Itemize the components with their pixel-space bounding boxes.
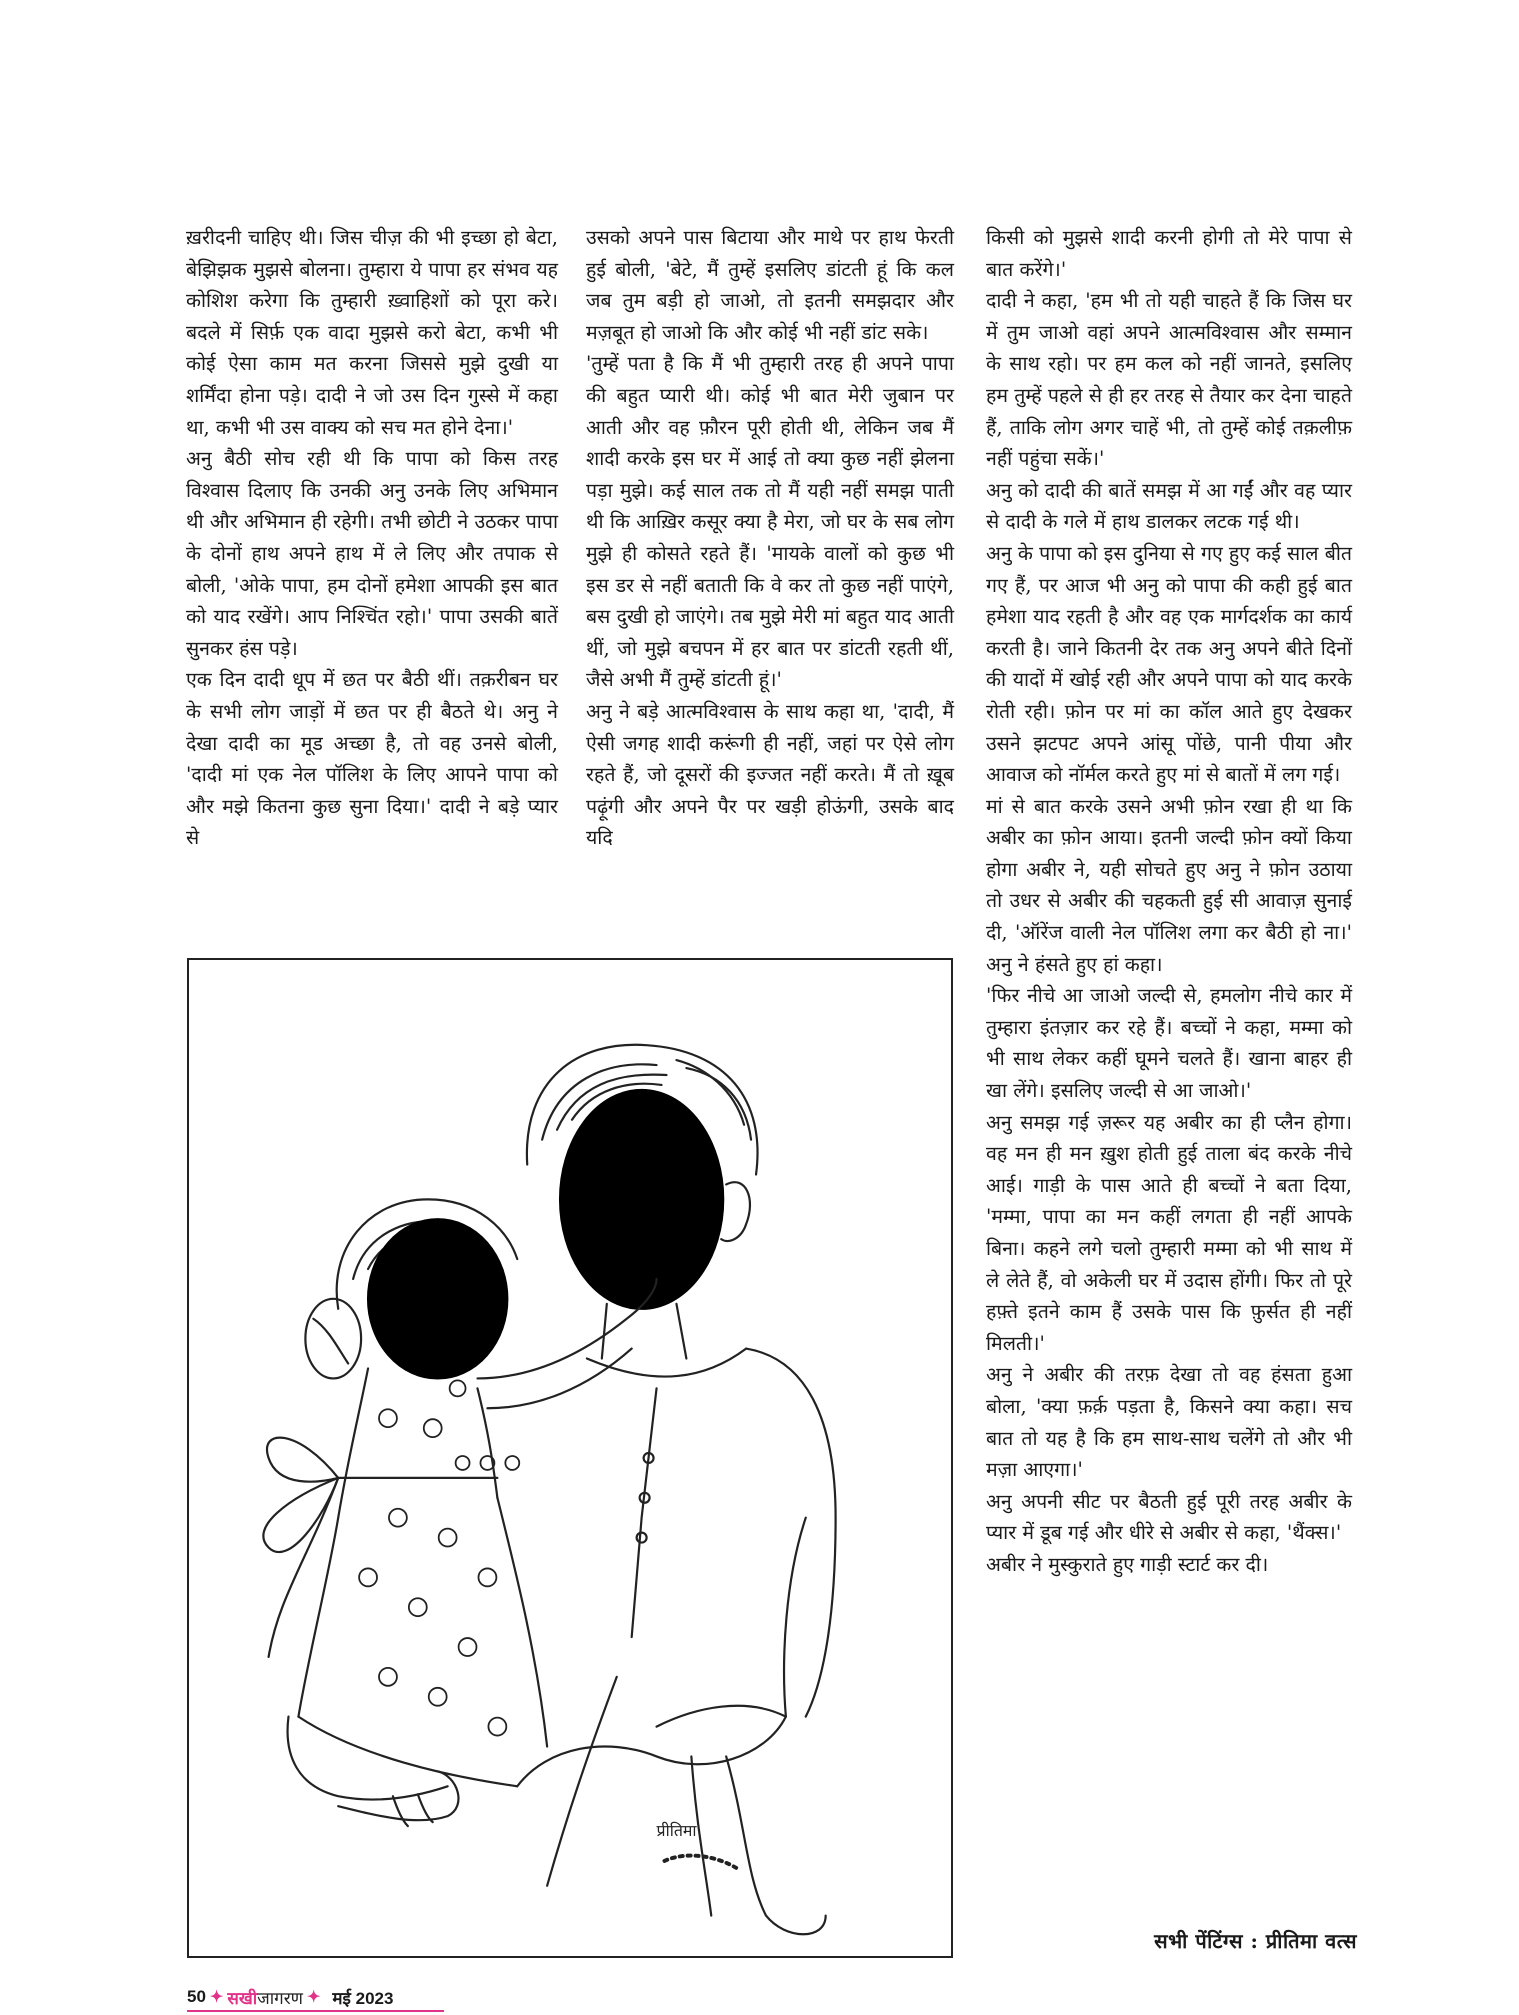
illustration-credit: सभी पेंटिंग्स : प्रीतिमा वत्स <box>1154 1929 1357 1953</box>
paragraph: दादी ने कहा, 'हम भी तो यही चाहते हैं कि जिस घर में तुम जाओ वहां अपने आत्मविश्वास और सम्मान के साथ रहो। पर हम कल को नहीं जानते, इसलिए हम तुम्हें पहले से ही हर तरह से तैयार कर देना चाहते हैं, ताकि लोग अगर चाहें भी, तो तुम्हें कोई तक़लीफ़ नहीं पहुंचा सकें।' <box>986 289 1352 471</box>
father-face <box>560 1090 723 1309</box>
paragraph: अनु अपनी सीट पर बैठती हुई पूरी तरह अबीर के प्यार में डूब गई और धीरे से अबीर से कहा, 'थैंक्स।' <box>986 1489 1352 1545</box>
paragraph: अनु ने अबीर की तरफ़ देखा तो वह हंसता हुआ बोला, 'क्या फ़र्क़ पड़ता है, किसने क्या कहा। सच बात तो यह है कि हम साथ-साथ चलेंगे तो और भी मज़ा आएगा।' <box>986 1363 1352 1482</box>
text-column-2 <box>586 222 954 854</box>
footer-rule <box>187 2010 444 2012</box>
paragraph: अनु के पापा को इस दुनिया से गए हुए कई साल बीत गए हैं, पर आज भी अनु को पापा की कही हुई बात हमेशा याद रहती है और वह एक मार्गदर्शक का कार्य करती है। जाने कितनी देर तक अनु अपने बीते दिनों की यादों में खोई रही और अपने पापा को याद करके रोती रही। फ़ोन पर मां का कॉल आते हुए देखकर उसने झटपट अपने आंसू पोंछे, पानी पीया और आवाज को नॉर्मल करते हुए मां से बातों में लग गई। <box>986 541 1352 787</box>
paragraph: उसको अपने पास बिटाया और माथे पर हाथ फेरती हुई बोली, 'बेटे, मैं तुम्हें इसलिए डांटती हूं कि कल जब तुम बड़ी हो जाओ, तो इतनी समझदार और मज़बूत हो जाओ कि और कोई भी नहीं डांट सके। <box>586 226 954 344</box>
issue-date: मई 2023 <box>332 1988 394 2008</box>
father-daughter-illustration <box>189 960 951 1956</box>
magazine-name <box>227 1986 303 2009</box>
magazine-name-prefix: सखी <box>227 1988 258 2009</box>
star-icon: ✦ <box>306 1989 321 2006</box>
text-column-1 <box>186 222 558 854</box>
paragraph: अबीर ने मुस्कुराते हुए गाड़ी स्टार्ट कर दी। <box>986 1552 1269 1576</box>
girl-face <box>368 1219 507 1378</box>
paragraph: 'फिर नीचे आ जाओ जल्दी से, हमलोग नीचे कार में तुम्हारा इंतज़ार कर रहे हैं। बच्चों ने कहा, मम्मा को भी साथ लेकर कहीं घूमने चलते हैं। खाना बाहर ही खा लेंगे। इसलिए जल्दी से आ जाओ।' <box>986 984 1352 1103</box>
paragraph: अनु समझ गई ज़रूर यह अबीर का ही प्लैन होगा। वह मन ही मन ख़ुश होती हुई ताला बंद करके नीचे आई। गाड़ी के पास आते ही बच्चों ने बता दिया, 'मम्मा, पापा का मन कहीं लगता ही नहीं आपके बिना। कहने लगे चलो तुम्हारी मम्मा को भी साथ में ले लेते हैं, वो अकेली घर में उदास होंगी। फिर तो पूरे हफ़्ते इतने काम हैं उसके पास कि फ़ुर्सत ही नहीं मिलती।' <box>986 1110 1352 1355</box>
star-icon: ✦ <box>209 1989 224 2006</box>
paragraph: अनु को दादी की बातें समझ में आ गईं और वह प्यार से दादी के गले में हाथ डालकर लटक गई थी। <box>986 478 1352 534</box>
illustration-frame <box>187 958 953 1958</box>
text-column-3 <box>986 222 1352 1581</box>
paragraph: अनु ने बड़े आत्मविश्वास के साथ कहा था, 'दादी, मैं ऐसी जगह शादी करूंगी ही नहीं, जहां पर ऐसे लोग रहते हैं, जो दूसरों की इज्जत नहीं करते। मैं तो ख़ूब पढ़ूंगी और अपने पैर पर खड़ी होऊंगी, उसके बाद यदि <box>586 699 954 850</box>
paragraph: एक दिन दादी धूप में छत पर बैठी थीं। तक़रीबन घर के सभी लोग जाड़ों में छत पर ही बैठते थे। अनु ने देखा दादी का मूड अच्छा है, तो वह उनसे बोली, 'दादी मां एक नेल पॉलिश के लिए आपने पापा को और मझे कितना कुछ सुना दिया।' दादी ने बड़े प्यार से <box>186 668 558 850</box>
paragraph: किसी को मुझसे शादी करनी होगी तो मेरे पापा से बात करेंगे।' <box>986 226 1352 281</box>
page-number: 50 <box>187 1987 206 2006</box>
paragraph: ख़रीदनी चाहिए थी। जिस चीज़ की भी इच्छा हो बेटा, बेझिझक मुझसे बोलना। तुम्हारा ये पापा हर संभव यह कोशिश करेगा कि तुम्हारी ख़्वाहिशों को पूरा करे। बदले में सिर्फ़ एक वादा मुझसे करो बेटा, कभी भी कोई ऐसा काम मत करना जिससे मुझे दुखी या शर्मिंदा होना पड़े। दादी ने जो उस दिन गुस्से में कहा था, कभी भी उस वाक्य को सच मत होने देना।' <box>186 226 558 439</box>
paragraph: अनु बैठी सोच रही थी कि पापा को किस तरह विश्वास दिलाए कि उनकी अनु उनके लिए अभिमान थी और अभिमान ही रहेगी। तभी छोटी ने उठकर पापा के दोनों हाथ अपने हाथ में ले लिए और तपाक से बोली, 'ओके पापा, हम दोनों हमेशा आपकी इस बात को याद रखेंगे। आप निश्चिंत रहो।' पापा उसकी बातें सुनकर हंस पड़े। <box>186 447 558 660</box>
illustration-signature: प्रीतिमा <box>656 1821 697 1841</box>
paragraph: 'तुम्हें पता है कि मैं भी तुम्हारी तरह ही अपने पापा की बहुत प्यारी थी। कोई भी बात मेरी जुबान पर आती और वह फ़ौरन पूरी होती थी, लेकिन जब मैं शादी करके इस घर में आई तो क्या कुछ नहीं झेलना पड़ा मुझे। कई साल तक तो मैं यही नहीं समझ पाती थी कि आख़िर कसूर क्या है मेरा, जो घर के सब लोग मुझे ही कोसते रहते हैं। 'मायके वालों को कुछ भी इस डर से नहीं बताती कि वे कर तो कुछ नहीं पाएंगे, बस दुखी हो जाएंगे। तब मुझे मेरी मां बहुत याद आती थीं, जो मुझे बचपन में हर बात पर डांटती रहती थीं, जैसे अभी मैं तुम्हें डांटती हूं।' <box>586 352 954 692</box>
page-footer <box>187 1983 393 2011</box>
paragraph: मां से बात करके उसने अभी फ़ोन रखा ही था कि अबीर का फ़ोन आया। इतनी जल्दी फ़ोन क्यों किया होगा अबीर ने, यही सोचते हुए अनु ने फ़ोन उठाया तो उधर से अबीर की चहकती हुई सी आवाज़ सुनाई दी, 'ऑरेंज वाली नेल पॉलिश लगा कर बैठी हो ना।' अनु ने हंसते हुए हां कहा। <box>986 794 1352 976</box>
magazine-name-suffix: जागरण <box>257 1988 303 2009</box>
